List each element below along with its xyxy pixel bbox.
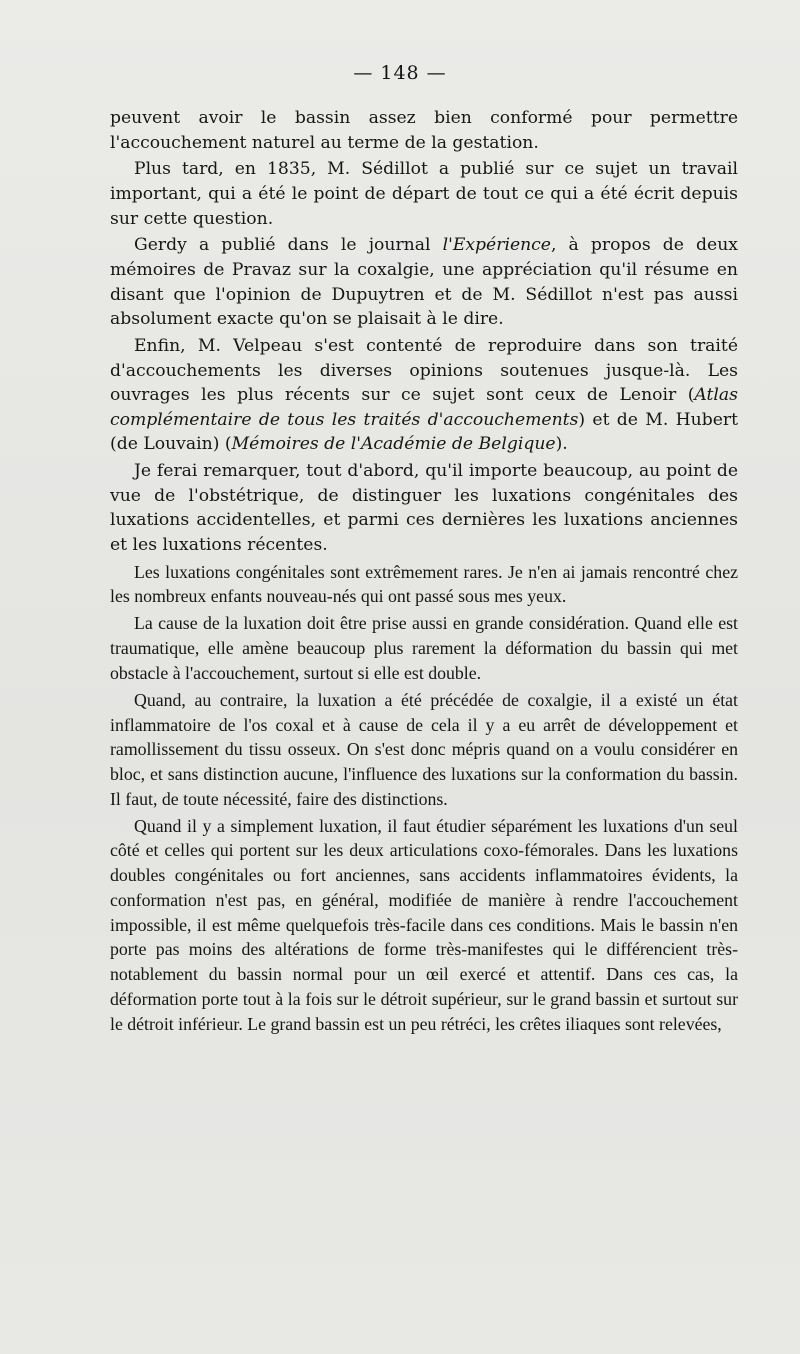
italic-title: l'Expérience [442,235,551,256]
text-run: La cause de la luxation doit être prise aussi en grande considération. Quand elle est traumatique, elle amène beaucoup plus rarement la déformation du bassin qui met obstacle à l'accouchement, surtout si elle est double. [110,613,738,683]
text-run: Enfin, M. Velpeau s'est contenté de reproduire dans son traité d'accouchements les diverses opinions soutenues jusque-là. Les ouvrages les plus récents sur ce sujet sont ceux de Lenoir ( [110,335,738,406]
italic-title: Atlas complémentaire de tous les traités d'accouchements [110,385,738,430]
paragraph [110,814,738,1037]
text-run: Gerdy a publié dans le journal [134,235,443,256]
text-run: ) et de M. Hubert (de Louvain) ( [110,409,739,455]
text-run: Plus tard, en 1835, M. Sédillot a publié sur ce sujet un travail important, qui a été le point de départ de tout ce qui a été écrit depuis sur cette question. [110,159,738,229]
paragraph [110,459,738,557]
page-number: — 148 — [353,62,447,84]
text-run: Je ferai remarquer, tout d'abord, qu'il importe beaucoup, au point de vue de l'obstétrique, de distinguer les luxations congénitales des luxations accidentelles, et parmi ces dernières les luxations anciennes et les luxations récentes. [110,461,738,555]
text-run: , à propos de deux mémoires de Pravaz sur la coxalgie, une appréciation qu'il résume en disant que l'opinion de Dupuytren et de M. Sédillot n'est pas aussi absolument exacte qu'on se plaisait à le dire. [110,235,738,330]
paragraph [110,611,738,685]
paragraph [110,157,738,231]
paragraph [110,233,738,331]
paragraph [110,560,738,610]
page-body [110,106,738,1039]
text-run: ). [555,434,568,455]
text-run: peuvent avoir le bassin assez bien conformé pour permettre l'accouchement naturel au terme de la gestation. [110,108,738,153]
paragraph [110,106,738,155]
italic-title: Mémoires de l'Académie de Belgique [231,434,556,455]
text-run: Quand il y a simplement luxation, il faut étudier séparément les luxations d'un seul côté et celles qui portent sur les deux articulations coxo-fémorales. Dans les luxations doubles congénitales ou fort anciennes, sans accidents inflammatoires évidents, la conformation n'est pas, en général, modifiée de manière à rendre l'accouchement impossible, il est même quelquefois très-facile dans ces conditions. Mais le bassin n'en porte pas moins des altérations de forme très-manifestes qui le différencient très-notablement du bassin normal pour un œil exercé et attentif. Dans ces cas, la déformation porte tout à la fois sur le détroit supérieur, sur le grand bassin et surtout sur le détroit inférieur. Le grand bassin est un peu rétréci, les crêtes iliaques sont relevées, [110,815,738,1034]
paragraph [110,334,738,457]
text-run: Les luxations congénitales sont extrêmement rares. Je n'en ai jamais rencontré chez les nombreux enfants nouveau-nés qui ont passé sous mes yeux. [110,561,738,607]
text-run: Quand, au contraire, la luxation a été précédée de coxalgie, il a existé un état inflammatoire de l'os coxal et à cause de cela il y a eu arrêt de développement et ramollissement du tissu osseux. On s'est donc mépris quand on a voulu considérer en bloc, et sans distinction aucune, l'influence des luxations sur la conformation du bassin. Il faut, de toute nécessité, faire des distinctions. [110,689,738,809]
paragraph [110,688,738,812]
